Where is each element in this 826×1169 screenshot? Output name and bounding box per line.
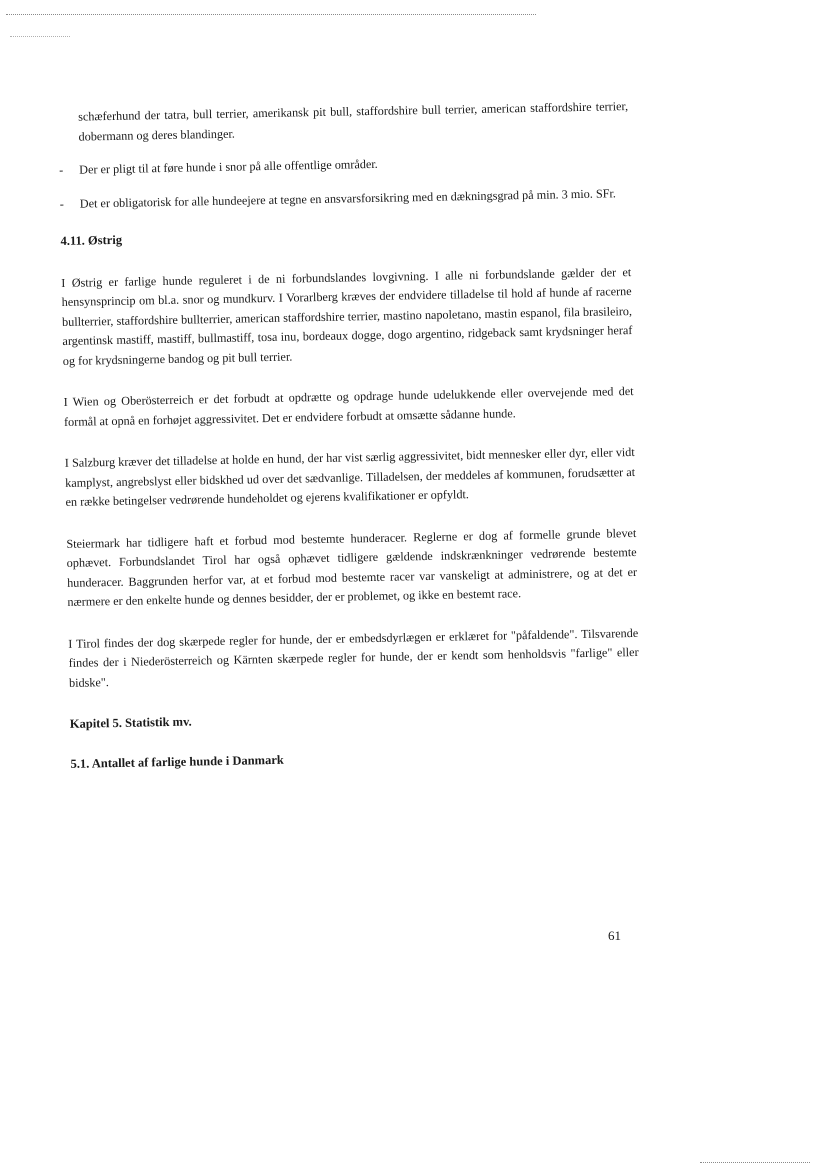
continuation-text: schæferhund der tatra, bull terrier, amerikansk pit bull, staffordshire bull terrier, american staffordshire terrier, dobermann og deres blandinger. — [78, 99, 629, 144]
bullet-dash: - — [59, 196, 65, 211]
bullet-dash: - — [59, 162, 64, 177]
subsection-heading: 5.1. Antallet af farlige hunde i Danmark — [70, 752, 284, 771]
bullet-text: Der er pligt til at føre hunde i snor på alle offentlige områder. — [79, 156, 378, 177]
bullet-item — [59, 150, 629, 180]
paragraph: I Wien og Oberösterreich er det forbudt at opdrætte og opdrage hunde udelukkende eller overvejende med det formål at opnå en forhøjet aggressivitet. Det er endvidere forbudt at omsætte sådanne hunde. — [63, 384, 634, 429]
paragraph: I Østrig er farlige hunde reguleret i de ni forbundslandes lovgivning. I alle ni forbundslande gælder der et hensynsprincip om bl.a. snor og mundkurv. I Vorarlberg kræves der endvidere tilladelse til hold af hunde af racerne bullterrier, staffordshire bullterrier, american staffordshire terrier, mastino napoletano, mastin espanol, fila brasileiro, argentinsk mastiff, mastiff, bullmastiff, tosa inu, bordeaux dogge, dogo argentino, ridgeback samt krydsninger heraf og for krydsningerne bandog og pit bull terrier. — [61, 264, 633, 368]
scan-artifact-top-small — [10, 36, 70, 37]
paragraph: I Salzburg kræver det tilladelse at holde en hund, der har vist særlig aggressivitet, bidt mennesker eller dyr, eller vidt kamplyst, angrebslyst eller bidskhed ud over det sædvanlige. Tilladelsen, der meddeles af kommunen, forudsætter at en række betingelser vedrørende hundeholdet og ejerens kvalifikationer er opfyldt. — [64, 444, 636, 509]
bullet-text: Det er obligatorisk for alle hundeejere at tegne en ansvarsforsikring med en dækningsgrad på min. 3 mio. SFr. — [79, 185, 616, 211]
paragraph: Steiermark har tidligere haft et forbud mod bestemte hunderacer. Reglerne er dog af formelle grunde blevet ophævet. Forbundslandet Tirol har også ophævet tidligere gældende indskrænkninger vedrørende bestemte hunderacer. Baggrunden herfor var, at et forbud mod bestemte racer var vanskeligt at administrere, og at det er nærmere er den enkelte hunde og dennes besidder, der er problemet, og ikke en bestemt race. — [66, 525, 638, 609]
page-body — [58, 97, 641, 774]
scan-artifact-bottom — [700, 1162, 810, 1163]
chapter-heading: Kapitel 5. Statistik mv. — [69, 714, 192, 731]
scan-artifact-top — [6, 14, 536, 15]
section-heading: 4.11. Østrig — [60, 232, 123, 248]
bullet-item — [60, 184, 630, 214]
paragraph: I Tirol findes der dog skærpede regler for hunde, der er embedsdyrlægen er erklæret for "påfaldende". Tilsvarende findes der i Niederösterreich og Kärnten skærpede regler for hunde, der er kendt som henholdsvis "farlige" eller bidske". — [68, 625, 639, 690]
page-number: 61 — [608, 928, 621, 943]
